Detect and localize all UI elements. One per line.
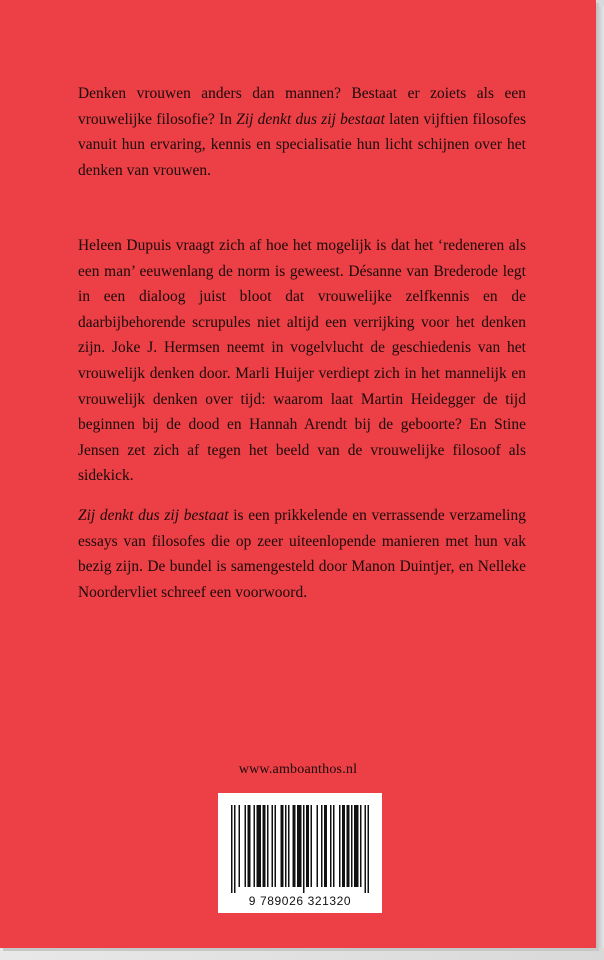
barcode-bar xyxy=(351,805,353,887)
blurb-paragraph-2 xyxy=(78,233,526,489)
barcode-bar xyxy=(239,805,241,887)
barcode-bar xyxy=(234,805,236,893)
barcode-bar xyxy=(360,805,362,887)
publisher-website: www.amboanthos.nl xyxy=(238,762,358,777)
barcode-bar xyxy=(248,805,251,887)
barcode-bar xyxy=(347,805,350,887)
book-title-italic-2: Zij denkt dus zij bestaat xyxy=(78,507,229,524)
barcode-bar xyxy=(275,805,277,887)
barcode-bar xyxy=(297,805,302,887)
barcode-bar xyxy=(354,805,359,887)
barcode-bar xyxy=(339,805,341,887)
barcode-bar xyxy=(272,805,274,887)
barcode-bar xyxy=(321,805,323,887)
barcode-bar xyxy=(285,805,287,887)
page-edge xyxy=(596,6,604,948)
barcode-bar xyxy=(303,805,305,893)
barcode-bar xyxy=(263,805,266,887)
barcode-bar xyxy=(293,805,296,887)
barcode-bar xyxy=(281,805,284,887)
paragraph-2-text: Heleen Dupuis vraagt zich af hoe het mogelijk is dat het ‘redeneren als een man’ eeuwenlang de norm is geweest. Désanne van Brederode legt in een dialoog juist bloot dat vrouwelijke zelfkennis en de daarbijbehorende scrupules niet altijd een verrijking voor het denken zijn. Joke J. Hermsen neemt in vogelvlucht de geschiedenis van het vrouwelijk denken door. Marli Huijer verdiept zich in het mannelijk en vrouwelijk denken over tijd: waarom laat Martin Heidegger de tijd beginnen bij de dood en Hannah Arendt bij de geboorte? En Stine Jensen zet zich af tegen het beeld van de vrouwelijke filosoof als sidekick. xyxy=(78,237,526,485)
barcode-bar xyxy=(333,805,335,887)
barcode-bar xyxy=(330,805,332,887)
barcode-bar xyxy=(342,805,345,887)
barcode-bar xyxy=(257,805,262,887)
paragraph-1-part-2: laten vijftien filosofes vanuit hun ervaring, kennis en specialisatie hun licht schijnen over het denken van vrouwen. xyxy=(78,110,527,179)
barcode-bar xyxy=(311,805,313,887)
blurb-paragraph-3 xyxy=(78,503,526,605)
isbn-digits: 9 789026 321320 xyxy=(248,894,352,908)
barcode-bar xyxy=(267,805,269,887)
barcode-bar xyxy=(365,805,367,893)
paragraph-3-body: is een prikkelende en verrassende verzameling essays van filosofes die op zeer uiteenlopende manieren met hun vak bezig zijn. De bundel is samengesteld door Manon Duintjer, en Nelleke Noordervliet schreef een voorwoord. xyxy=(78,507,526,601)
barcode-bar xyxy=(245,805,247,887)
barcode-bar xyxy=(317,805,319,887)
paragraph-3-text xyxy=(78,503,526,605)
barcode-bar xyxy=(288,805,290,887)
barcode-bar xyxy=(368,805,370,893)
paragraph-1-text xyxy=(78,81,526,183)
paragraph-1-part-1: Denken vrouwen anders dan mannen? Bestaat er zoiets als een vrouwelijke filosofie? In xyxy=(78,85,526,128)
blurb-paragraph-1 xyxy=(78,81,526,183)
barcode-bar xyxy=(324,805,327,887)
barcode-bars xyxy=(231,805,369,893)
isbn-barcode xyxy=(218,793,382,913)
book-title-italic: Zij denkt dus zij bestaat xyxy=(236,110,385,128)
barcode-bar xyxy=(306,805,309,887)
barcode-bar xyxy=(254,805,256,887)
barcode-bar xyxy=(231,805,233,893)
